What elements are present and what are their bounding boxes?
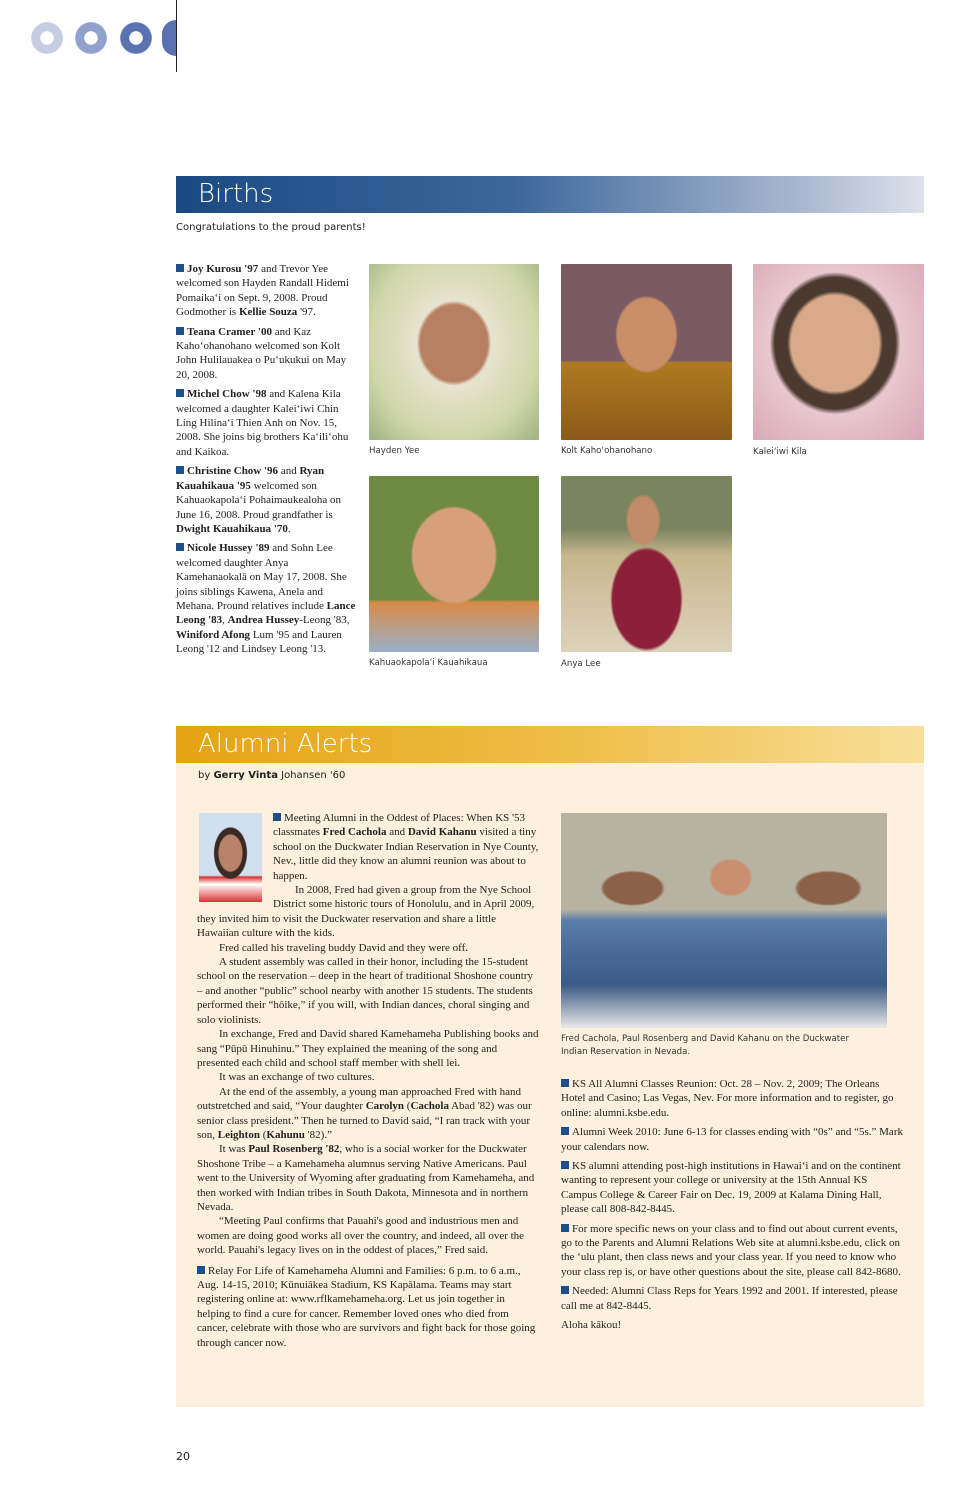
births-subtitle: Congratulations to the proud parents!	[176, 222, 366, 233]
name-highlight: Lance Leong '83	[176, 599, 356, 627]
name-highlight: David Kahanu	[407, 826, 477, 839]
text-run: ,	[222, 614, 228, 627]
paragraph	[197, 1085, 539, 1143]
name-highlight: Michel Chow '98	[187, 388, 267, 401]
paragraph	[561, 1077, 906, 1120]
name-highlight: Christine Chow '96	[187, 465, 279, 478]
text-run: , who is a social worker for the Duckwater Shoshone Tribe – a Kamehameha alumnus serving Native Americans. Paul went to the University of Wyoming after graduating from Kamehameha, and then worked with Indian tribes in South Dakota, Minnesota and in northern Nevada.	[197, 1143, 535, 1213]
paragraph	[176, 464, 356, 536]
bullet-square-icon	[176, 264, 184, 272]
photo-anya-lee	[561, 476, 732, 652]
name-highlight: Ryan Kauahikaua '95	[176, 465, 325, 492]
paragraph	[561, 1284, 906, 1313]
paragraph	[176, 325, 356, 383]
text-run: and Kaz Kaho‘ohanohano welcomed son Kolt John Hulilauakea o Pu‘ukukui on May 20, 2008.	[176, 325, 347, 381]
paragraph	[176, 541, 356, 656]
text-run: and	[278, 465, 300, 478]
text-run: Fred called his traveling buddy David and they were off.	[219, 941, 469, 954]
bullet-square-icon	[561, 1127, 569, 1135]
paragraph	[561, 1318, 906, 1332]
caption: Kahuaokapola‘i Kauahikaua	[369, 658, 488, 668]
caption: Kolt Kaho‘ohanohano	[561, 446, 653, 456]
alerts-notices	[561, 1077, 906, 1338]
paragraph	[197, 955, 539, 1027]
text-run: For more specific news on your class and to find out about current events, go to the Parents and Alumni Relations Web site at alumni.ksbe.edu, click on the ‘ulu plant, then class news and your class year. If you need to know who your class rep is, or have other questions about the site, please call 842-8680.	[561, 1222, 901, 1278]
paragraph	[176, 262, 356, 320]
text-run: In exchange, Fred and David shared Kamehameha Publishing books and sang “Pūpū Hinuhinu.” They explained the meaning of the song and presented each child and school staff member with shell lei.	[197, 1028, 539, 1069]
caption: Kalei‘iwi Kila	[753, 447, 807, 457]
name-highlight: Carolyn	[365, 1100, 405, 1113]
name-highlight: Cachola	[410, 1100, 449, 1113]
name-highlight: Kellie Souza	[238, 306, 298, 319]
text-run: “Meeting Paul confirms that Pauahi's good and industrious men and women are doing good works all over the country, and indeed, all over the world. Pauahi's legacy lives on in the oddest of places,” Fred said.	[197, 1215, 525, 1257]
name-highlight: Nicole Hussey '89	[187, 542, 270, 555]
text-run: and Trevor Yee welcomed son Hayden Randall Hidemi Pomaika‘i on Sept. 9, 2008. Proud Godmother is	[176, 263, 349, 319]
text-run: and Kalena Kila welcomed a daughter Kalei‘iwi Chin Ling Hilina‘i Thien Anh on Nov. 15, 2008. She joins big brothers Ka‘ili‘ohu and Kaikoa.	[176, 388, 349, 458]
bullet-square-icon	[561, 1079, 569, 1087]
paragraph	[197, 1070, 539, 1084]
paragraph	[561, 1159, 906, 1217]
bullet-square-icon	[561, 1224, 569, 1232]
bullet-square-icon	[176, 466, 184, 474]
caption: Anya Lee	[561, 659, 601, 669]
byline-name: Gerry Vinta	[213, 770, 278, 781]
paragraph	[197, 941, 539, 955]
text-run: In 2008, Fred had given a group from the Nye School District some historic tours of Honolulu, and in April 2009, they invited him to visit the Duckwater reservation and share a little Hawaiian culture with the kids.	[197, 884, 535, 940]
photo-kaleiiwi-kila	[753, 264, 924, 440]
photo-kolt	[561, 264, 732, 440]
text-run: KS alumni attending post-high institutions in Hawai‘i and on the continent wanting to represent your college or university at the 15th Annual KS Campus College & Career Fair on Dec. 19, 2009 at Kalama Dining Hall, please call 808-842-8445.	[561, 1160, 901, 1216]
name-highlight: Fred Cachola	[322, 826, 387, 839]
text-run: '97.	[297, 306, 316, 319]
alerts-article	[197, 811, 539, 1350]
paragraph	[197, 1027, 539, 1070]
divider	[176, 0, 177, 72]
name-highlight: Teana Cramer '00	[187, 325, 272, 338]
bullet-square-icon	[561, 1161, 569, 1169]
bullet-square-icon	[176, 389, 184, 397]
text-run: Lum '95 and Lauren Leong '12 and Lindsey Leong '13.	[176, 628, 342, 656]
bullet-square-icon	[176, 543, 184, 551]
sunburst-ornament	[29, 20, 65, 56]
name-highlight: Kahunu	[266, 1128, 305, 1141]
sunburst-ornament	[162, 20, 176, 56]
photo-caption: Fred Cachola, Paul Rosenberg and David Kahanu on the Duckwater Indian Reservation in Nevada.	[561, 1034, 849, 1057]
text-run: Aloha kākou!	[561, 1319, 622, 1332]
name-highlight: Winiford Afong	[176, 628, 251, 641]
sunburst-ornament	[73, 20, 109, 56]
paragraph	[197, 1264, 539, 1350]
paragraph	[176, 387, 356, 459]
byline	[198, 770, 345, 781]
byline-suffix: Johansen '60	[277, 770, 346, 781]
bullet-square-icon	[176, 327, 184, 335]
text-run: '82).”	[304, 1128, 332, 1141]
bullet-square-icon	[561, 1286, 569, 1294]
text-run: (	[404, 1100, 411, 1113]
text-run: It was	[219, 1143, 249, 1156]
bullet-square-icon	[197, 1266, 205, 1274]
text-run: At the end of the assembly, a young man approached Fred with hand outstretched and said, “Your daughter	[197, 1085, 522, 1113]
paragraph	[561, 1125, 906, 1154]
name-highlight: Leighton	[217, 1128, 260, 1141]
text-run: and	[386, 826, 408, 839]
photo-kahuaokapolai	[369, 476, 539, 652]
text-run: -Leong '83,	[299, 614, 350, 627]
page-number: 20	[176, 1450, 190, 1463]
births-heading: Births	[176, 176, 924, 213]
text-run: and Sohn Lee welcomed daughter Anya Kamehanaokalā on May 17, 2008. She joins siblings Kawena, Anela and Mehana. Pround relatives include	[176, 542, 347, 612]
photo-hayden-yee	[369, 264, 539, 440]
paragraph	[561, 1222, 906, 1280]
text-run: KS All Alumni Classes Reunion: Oct. 28 – Nov. 2, 2009; The Orleans Hotel and Casino; Las Vegas, Nev. For more information and to register, go online: alumni.ksbe.edu.	[561, 1078, 894, 1119]
sunburst-ornament	[118, 20, 154, 56]
paragraph	[197, 1142, 539, 1214]
text-run: welcomed son Kahuaokapola‘i Pohaimaukealoha on June 16, 2008. Proud grandfather is	[176, 479, 341, 521]
name-highlight: Dwight Kauahikaua '70	[176, 522, 288, 535]
text-run: A student assembly was called in their honor, including the 15-student school on the reservation – deep in the heart of traditional Shoshone country – and another “public” school nearby with another 15 students. The students performed their “hōike,” if you will, with Indian dances, choral singing and solo violinists.	[197, 956, 534, 1026]
bullet-square-icon	[273, 813, 281, 821]
text-run: Alumni Week 2010: June 6-13 for classes ending with “0s” and “5s.” Mark your calendars now.	[561, 1126, 903, 1153]
caption: Hayden Yee	[369, 446, 420, 456]
paragraph	[197, 1214, 539, 1257]
alumni-alerts-heading: Alumni Alerts	[176, 726, 924, 763]
births-list	[176, 262, 356, 662]
name-highlight: Paul Rosenberg '82	[248, 1143, 340, 1156]
text-run: Meeting Alumni in the Oddest of Places: When KS '53 classmates	[273, 812, 526, 839]
text-run: It was an exchange of two cultures.	[219, 1071, 375, 1084]
name-highlight: Joy Kurosu '97	[187, 263, 259, 275]
text-run: Abad '82) was our senior class president.” Then he turned to David said, “I ran track with your son,	[197, 1100, 532, 1141]
photo-fred-paul-david	[561, 813, 887, 1028]
name-highlight: Andrea Hussey	[227, 614, 300, 627]
text-run: visited a tiny school on the Duckwater Indian Reservation in Nye County, Nev., little did they know an alumni reunion was about to happen.	[273, 826, 539, 882]
text-run: Relay For Life of Kamehameha Alumni and Families: 6 p.m. to 6 a.m., Aug. 14-15, 2010; Kūnuiākea Stadium, KS Kapālama. Teams may start registering online at: www.rflkamehameha.org. Let us join together in helping to find a cure for cancer. Remember loved ones who died from cancer, celebrate with those who are survivors and fight back for those going through cancer now.	[197, 1264, 536, 1349]
text-run: Needed: Alumni Class Reps for Years 1992 and 2001. If interested, please call me at 842-8445.	[561, 1285, 898, 1312]
text-run: (	[259, 1128, 267, 1141]
byline-prefix: by	[198, 770, 214, 781]
text-run: .	[287, 522, 291, 535]
